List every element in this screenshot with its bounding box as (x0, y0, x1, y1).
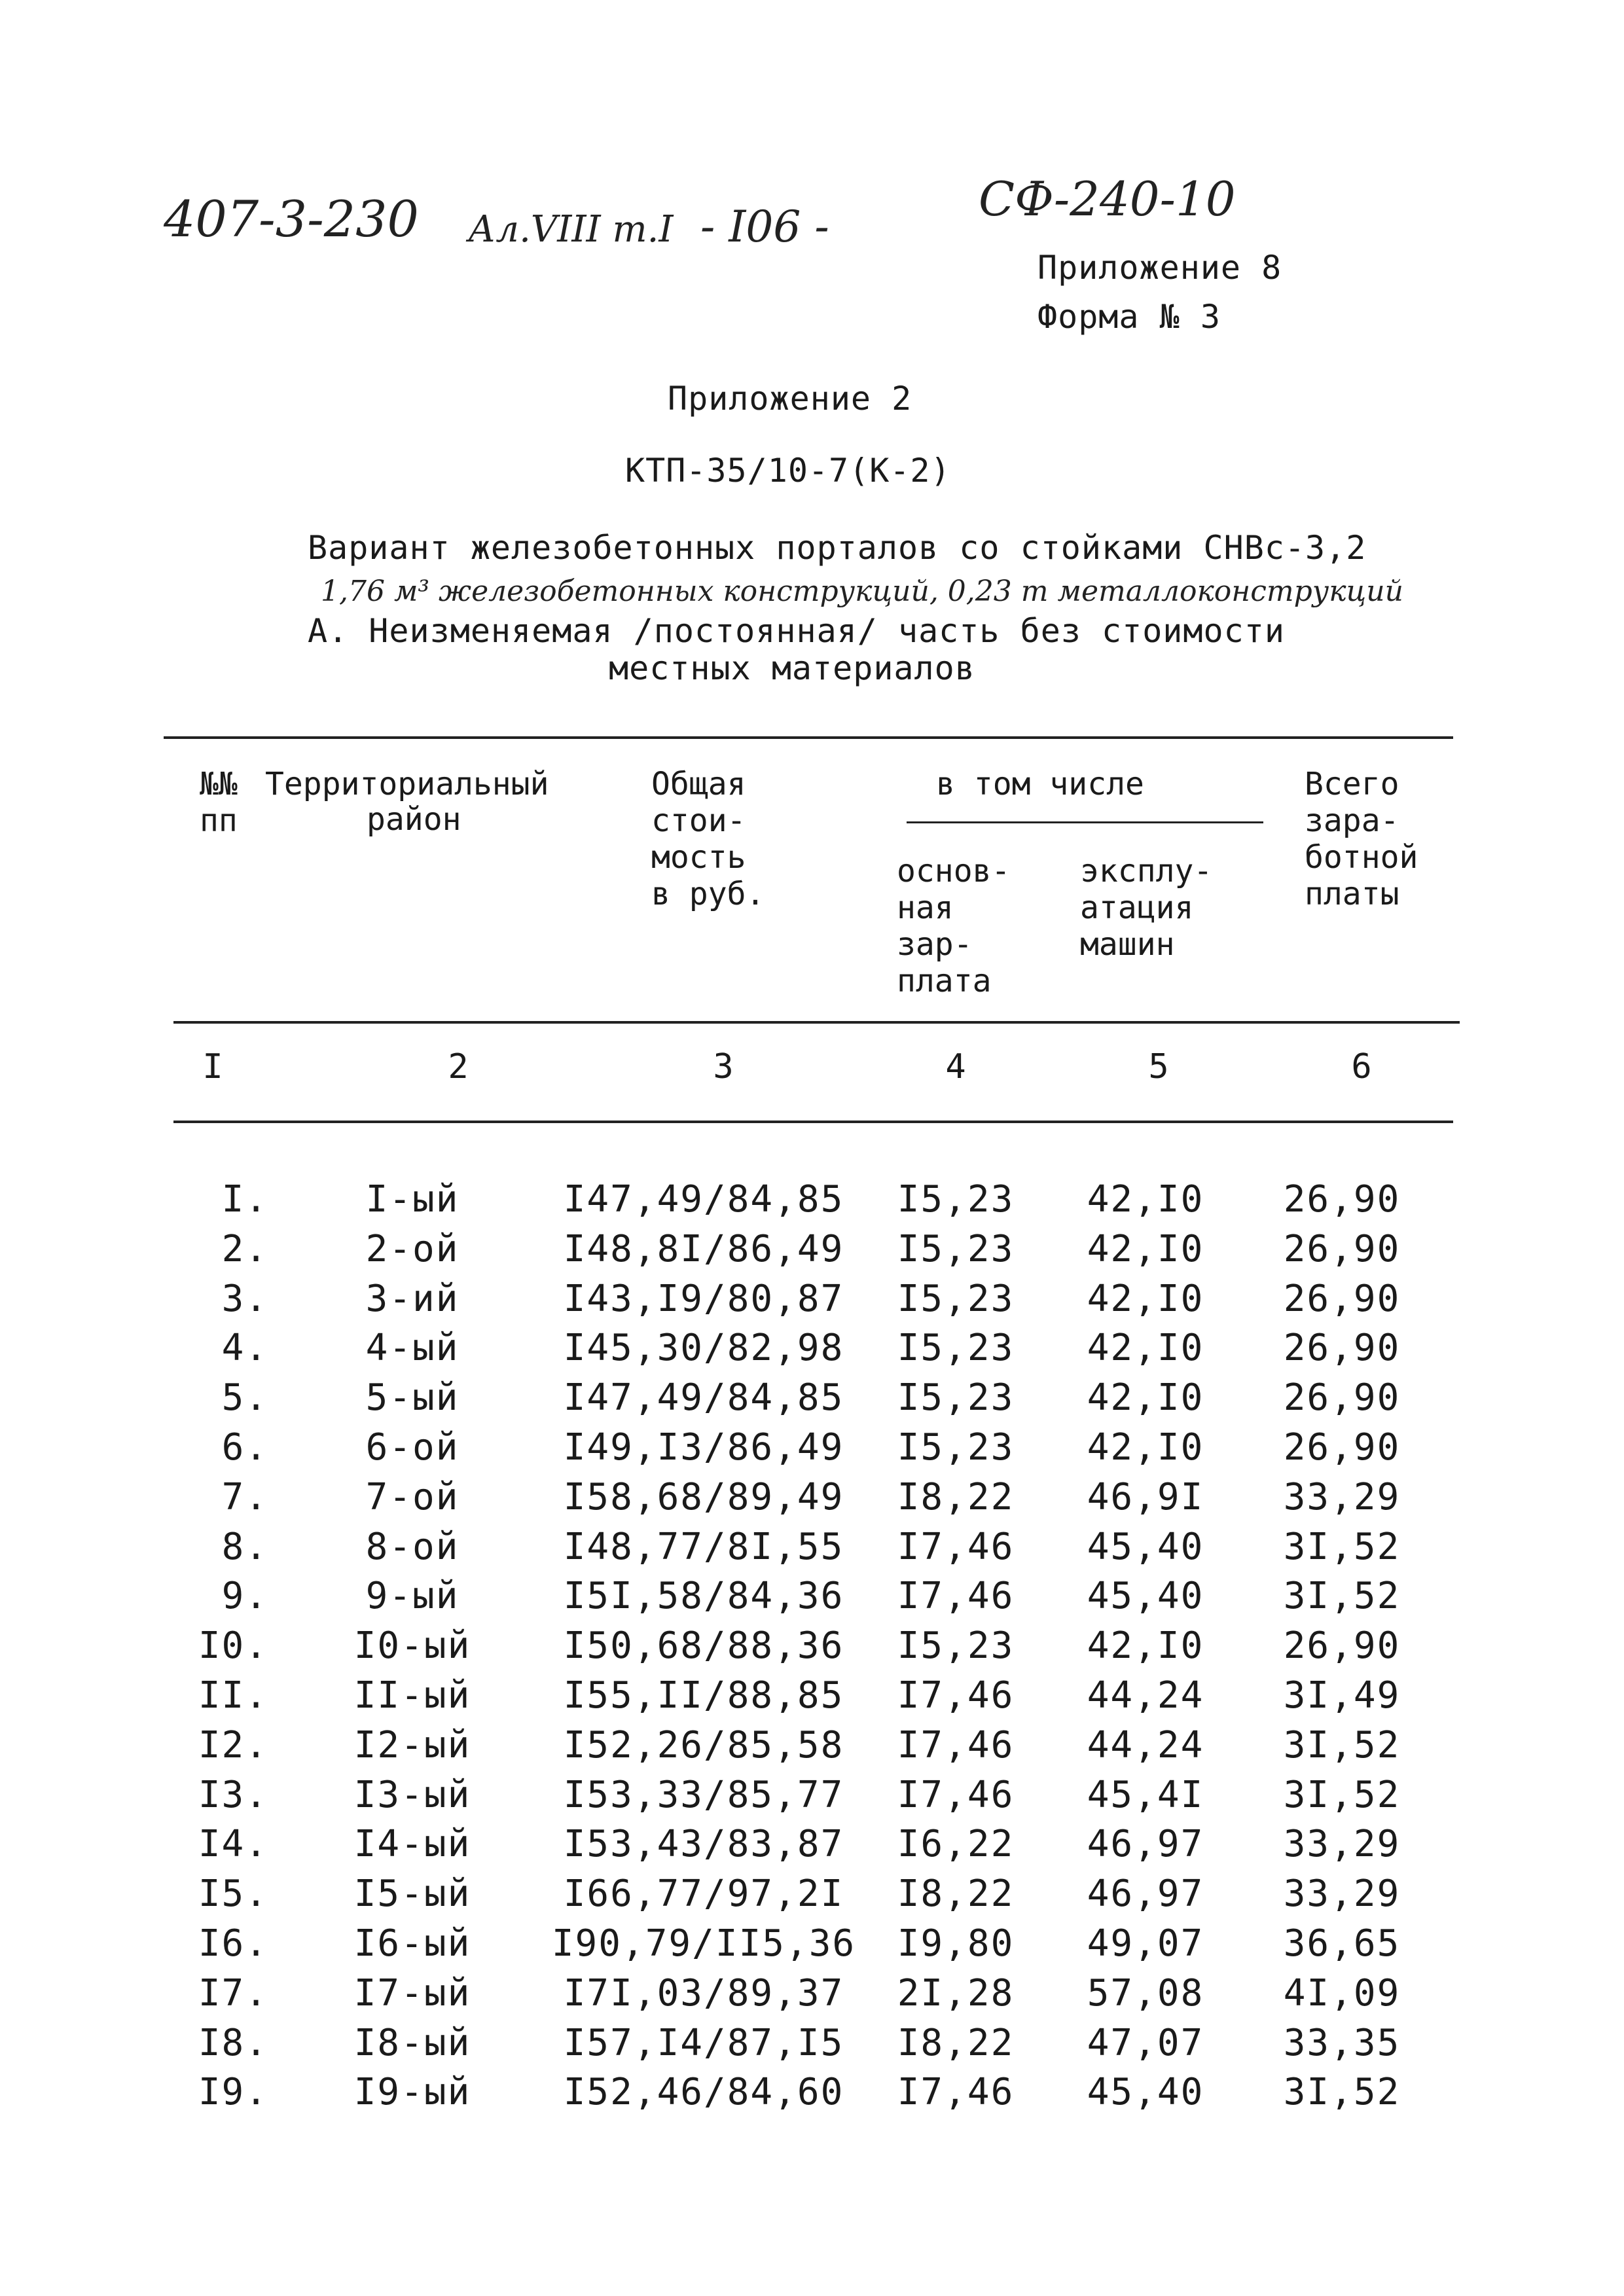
total-cost-cell: I53,33/85,77 (563, 1774, 844, 1816)
column-number-2: 2 (448, 1047, 469, 1086)
row-number-cell: I4. (198, 1823, 268, 1865)
form-3-label: Форма № 3 (1038, 298, 1221, 336)
header-basic-wages: основ- ная зар- плата (897, 853, 1011, 999)
row-number-cell: I. (221, 1178, 268, 1221)
machine-operation-cell: 42,I0 (1087, 1376, 1204, 1419)
basic-wages-cell: I8,22 (897, 1873, 1015, 1915)
total-cost-cell: I58,68/89,49 (563, 1476, 844, 1518)
total-wages-cell: 3I,52 (1283, 1774, 1401, 1816)
table-top-rule (164, 736, 1453, 739)
machine-operation-cell: 46,9I (1087, 1476, 1204, 1518)
handwritten-sheet-code: СФ-240-10 (979, 171, 1236, 226)
machine-operation-cell: 46,97 (1087, 1823, 1204, 1865)
column-number-rule (173, 1121, 1453, 1123)
header-machine-operation: эксплу- атация машин (1080, 853, 1213, 963)
row-number-cell: I7. (198, 1972, 268, 2015)
machine-operation-cell: 46,97 (1087, 1873, 1204, 1915)
machine-operation-cell: 42,I0 (1087, 1228, 1204, 1270)
total-wages-cell: 26,90 (1283, 1178, 1401, 1221)
machine-operation-cell: 45,40 (1087, 1526, 1204, 1568)
machine-operation-cell: 42,I0 (1087, 1178, 1204, 1221)
column-number-4: 4 (945, 1047, 966, 1086)
part-a-heading-cont: местных материалов (609, 649, 975, 687)
total-cost-cell: I52,26/85,58 (563, 1724, 844, 1767)
row-number-cell: 8. (221, 1526, 268, 1568)
region-cell: I0-ый (353, 1624, 471, 1667)
machine-operation-cell: 42,I0 (1087, 1327, 1204, 1369)
region-cell: I9-ый (353, 2071, 471, 2113)
row-number-cell: 9. (221, 1575, 268, 1617)
region-cell: 6-ой (365, 1426, 460, 1469)
row-number-cell: 5. (221, 1376, 268, 1419)
machine-operation-cell: 57,08 (1087, 1972, 1204, 2015)
column-number-6: 6 (1351, 1047, 1372, 1086)
total-wages-cell: 26,90 (1283, 1228, 1401, 1270)
machine-operation-cell: 42,I0 (1087, 1426, 1204, 1469)
region-cell: I7-ый (353, 1972, 471, 2015)
total-wages-cell: 33,29 (1283, 1823, 1401, 1865)
basic-wages-cell: I6,22 (897, 1823, 1015, 1865)
total-wages-cell: 26,90 (1283, 1426, 1401, 1469)
region-cell: I8-ый (353, 2022, 471, 2064)
basic-wages-cell: 2I,28 (897, 1972, 1015, 2015)
row-number-cell: 3. (221, 1278, 268, 1320)
variant-description: Вариант железобетонных порталов со стойками СНВс-3,2 (308, 529, 1367, 567)
basic-wages-cell: I7,46 (897, 1724, 1015, 1767)
basic-wages-cell: I9,80 (897, 1922, 1015, 1965)
region-cell: I3-ый (353, 1774, 471, 1816)
handwritten-project-code: 407-3-230 (164, 190, 419, 248)
region-cell: 4-ый (365, 1327, 460, 1369)
column-number-1: I (202, 1047, 223, 1086)
total-wages-cell: 33,29 (1283, 1873, 1401, 1915)
region-cell: I5-ый (353, 1873, 471, 1915)
basic-wages-cell: I7,46 (897, 1575, 1015, 1617)
total-cost-cell: I90,79/II5,36 (551, 1922, 856, 1965)
total-wages-cell: 3I,52 (1283, 1575, 1401, 1617)
row-number-cell: 7. (221, 1476, 268, 1518)
row-number-cell: 4. (221, 1327, 268, 1369)
basic-wages-cell: I5,23 (897, 1327, 1015, 1369)
region-cell: I4-ый (353, 1823, 471, 1865)
header-rayon: район (367, 801, 461, 838)
basic-wages-cell: I5,23 (897, 1178, 1015, 1221)
total-wages-cell: 3I,52 (1283, 2071, 1401, 2113)
total-wages-cell: 26,90 (1283, 1624, 1401, 1667)
total-wages-cell: 26,90 (1283, 1376, 1401, 1419)
total-cost-cell: I47,49/84,85 (563, 1376, 844, 1419)
total-wages-cell: 3I,52 (1283, 1724, 1401, 1767)
machine-operation-cell: 45,40 (1087, 2071, 1204, 2113)
column-number-5: 5 (1148, 1047, 1169, 1086)
region-cell: 3-ий (365, 1278, 460, 1320)
column-number-3: 3 (713, 1047, 734, 1086)
basic-wages-cell: I5,23 (897, 1624, 1015, 1667)
region-cell: 8-ой (365, 1526, 460, 1568)
header-total-wages: Всего зара- ботной платы (1305, 766, 1418, 912)
total-cost-cell: I47,49/84,85 (563, 1178, 844, 1221)
basic-wages-cell: I7,46 (897, 1774, 1015, 1816)
row-number-cell: II. (198, 1674, 268, 1717)
row-number-cell: 2. (221, 1228, 268, 1270)
header-bottom-rule (173, 1021, 1460, 1024)
ktp-title: КТП-35/10-7(К-2) (625, 452, 951, 490)
machine-operation-cell: 49,07 (1087, 1922, 1204, 1965)
basic-wages-cell: I5,23 (897, 1228, 1015, 1270)
total-wages-cell: 4I,09 (1283, 1972, 1401, 2015)
basic-wages-cell: I7,46 (897, 2071, 1015, 2113)
region-cell: II-ый (353, 1674, 471, 1717)
total-wages-cell: 36,65 (1283, 1922, 1401, 1965)
row-number-cell: I3. (198, 1774, 268, 1816)
total-cost-cell: I50,68/88,36 (563, 1624, 844, 1667)
appendix-8-label: Приложение 8 (1038, 249, 1282, 287)
basic-wages-cell: I7,46 (897, 1526, 1015, 1568)
region-cell: I2-ый (353, 1724, 471, 1767)
header-territorial: Территориальный (265, 766, 549, 802)
machine-operation-cell: 45,40 (1087, 1575, 1204, 1617)
basic-wages-cell: I5,23 (897, 1278, 1015, 1320)
total-cost-cell: I57,I4/87,I5 (563, 2022, 844, 2064)
total-wages-cell: 3I,52 (1283, 1526, 1401, 1568)
row-number-cell: 6. (221, 1426, 268, 1469)
basic-wages-cell: I5,23 (897, 1376, 1015, 1419)
handwritten-page-number: - I06 - (700, 202, 829, 252)
total-wages-cell: 33,35 (1283, 2022, 1401, 2064)
machine-operation-cell: 47,07 (1087, 2022, 1204, 2064)
row-number-cell: I0. (198, 1624, 268, 1667)
total-cost-cell: I55,II/88,85 (563, 1674, 844, 1717)
handwritten-materials-note: 1,76 м³ железобетонных конструкций, 0,23 т металлоконструкций (321, 575, 1403, 608)
basic-wages-cell: I8,22 (897, 2022, 1015, 2064)
total-cost-cell: I48,77/8I,55 (563, 1526, 844, 1568)
machine-operation-cell: 42,I0 (1087, 1624, 1204, 1667)
row-number-cell: I6. (198, 1922, 268, 1965)
total-cost-cell: I5I,58/84,36 (563, 1575, 844, 1617)
region-cell: 5-ый (365, 1376, 460, 1419)
header-total-cost: Общая стои- мость в руб. (651, 766, 765, 912)
header-nn: №№ пп (200, 766, 238, 839)
header-including: в том числе (936, 766, 1144, 802)
total-cost-cell: I43,I9/80,87 (563, 1278, 844, 1320)
total-wages-cell: 33,29 (1283, 1476, 1401, 1518)
including-divider-rule (907, 821, 1263, 823)
region-cell: I-ый (365, 1178, 460, 1221)
total-cost-cell: I53,43/83,87 (563, 1823, 844, 1865)
machine-operation-cell: 44,24 (1087, 1724, 1204, 1767)
region-cell: 7-ой (365, 1476, 460, 1518)
row-number-cell: I8. (198, 2022, 268, 2064)
total-wages-cell: 3I,49 (1283, 1674, 1401, 1717)
total-wages-cell: 26,90 (1283, 1327, 1401, 1369)
machine-operation-cell: 42,I0 (1087, 1278, 1204, 1320)
total-cost-cell: I49,I3/86,49 (563, 1426, 844, 1469)
row-number-cell: I5. (198, 1873, 268, 1915)
appendix-2-label: Приложение 2 (668, 380, 912, 418)
total-cost-cell: I45,30/82,98 (563, 1327, 844, 1369)
machine-operation-cell: 44,24 (1087, 1674, 1204, 1717)
total-cost-cell: I48,8I/86,49 (563, 1228, 844, 1270)
total-cost-cell: I66,77/97,2I (563, 1873, 844, 1915)
row-number-cell: I2. (198, 1724, 268, 1767)
part-a-heading: А. Неизменяемая /постоянная/ часть без стоимости (308, 612, 1285, 650)
region-cell: 9-ый (365, 1575, 460, 1617)
machine-operation-cell: 45,4I (1087, 1774, 1204, 1816)
basic-wages-cell: I5,23 (897, 1426, 1015, 1469)
handwritten-album-ref: Ал.VIII т.I (468, 208, 674, 251)
total-cost-cell: I7I,03/89,37 (563, 1972, 844, 2015)
basic-wages-cell: I7,46 (897, 1674, 1015, 1717)
row-number-cell: I9. (198, 2071, 268, 2113)
region-cell: 2-ой (365, 1228, 460, 1270)
total-wages-cell: 26,90 (1283, 1278, 1401, 1320)
total-cost-cell: I52,46/84,60 (563, 2071, 844, 2113)
basic-wages-cell: I8,22 (897, 1476, 1015, 1518)
region-cell: I6-ый (353, 1922, 471, 1965)
